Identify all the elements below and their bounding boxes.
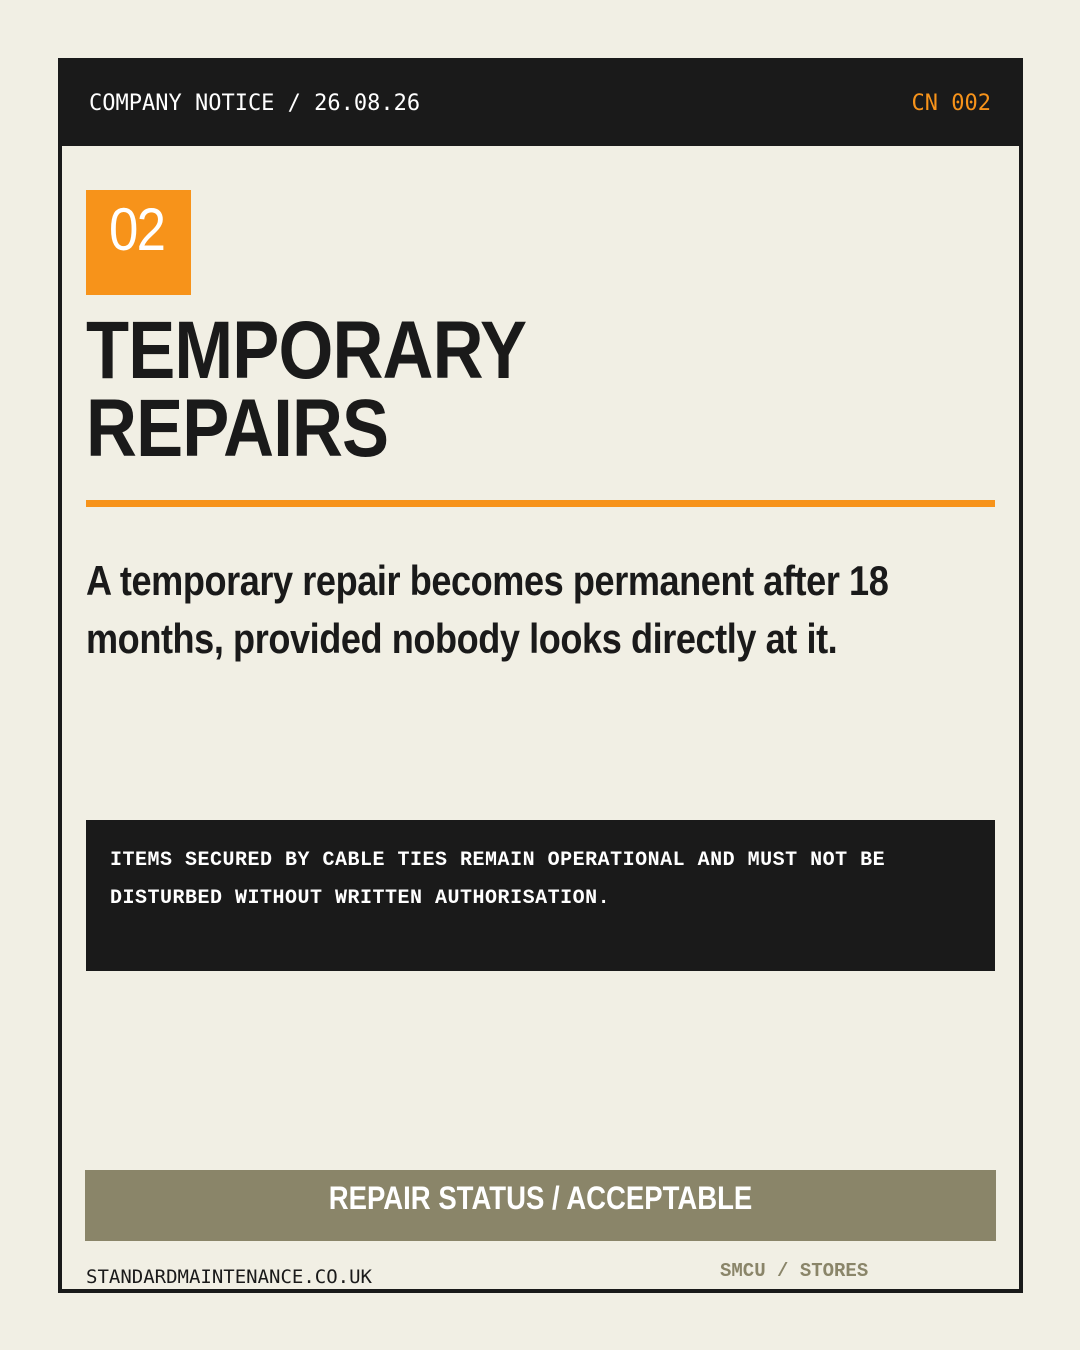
title-line-2: REPAIRS (86, 383, 389, 474)
page-title (86, 305, 527, 474)
title-line-1: TEMPORARY (86, 305, 527, 396)
status-text: REPAIR STATUS / ACCEPTABLE (328, 1180, 753, 1216)
notice-label: COMPANY NOTICE / 26.08.26 (89, 91, 421, 116)
header-bar (62, 62, 1019, 146)
accent-divider (86, 500, 995, 507)
notice-card (58, 58, 1023, 1293)
lead-statement: A temporary repair becomes permanent after 18 months, provided nobody looks directly at it. (86, 557, 889, 662)
notice-code: CN 002 (911, 91, 991, 116)
notice-number: 02 (109, 196, 165, 263)
status-banner (85, 1170, 996, 1241)
warning-box (86, 820, 995, 971)
footer-website: STANDARDMAINTENANCE.CO.UK (86, 1266, 372, 1288)
notice-number-badge (86, 190, 191, 295)
footer-department: SMCU / STORES (720, 1260, 869, 1282)
warning-text: ITEMS SECURED BY CABLE TIES REMAIN OPERATIONAL AND MUST NOT BE DISTURBED WITHOUT WRITTEN AUTHORISATION. (110, 849, 886, 910)
